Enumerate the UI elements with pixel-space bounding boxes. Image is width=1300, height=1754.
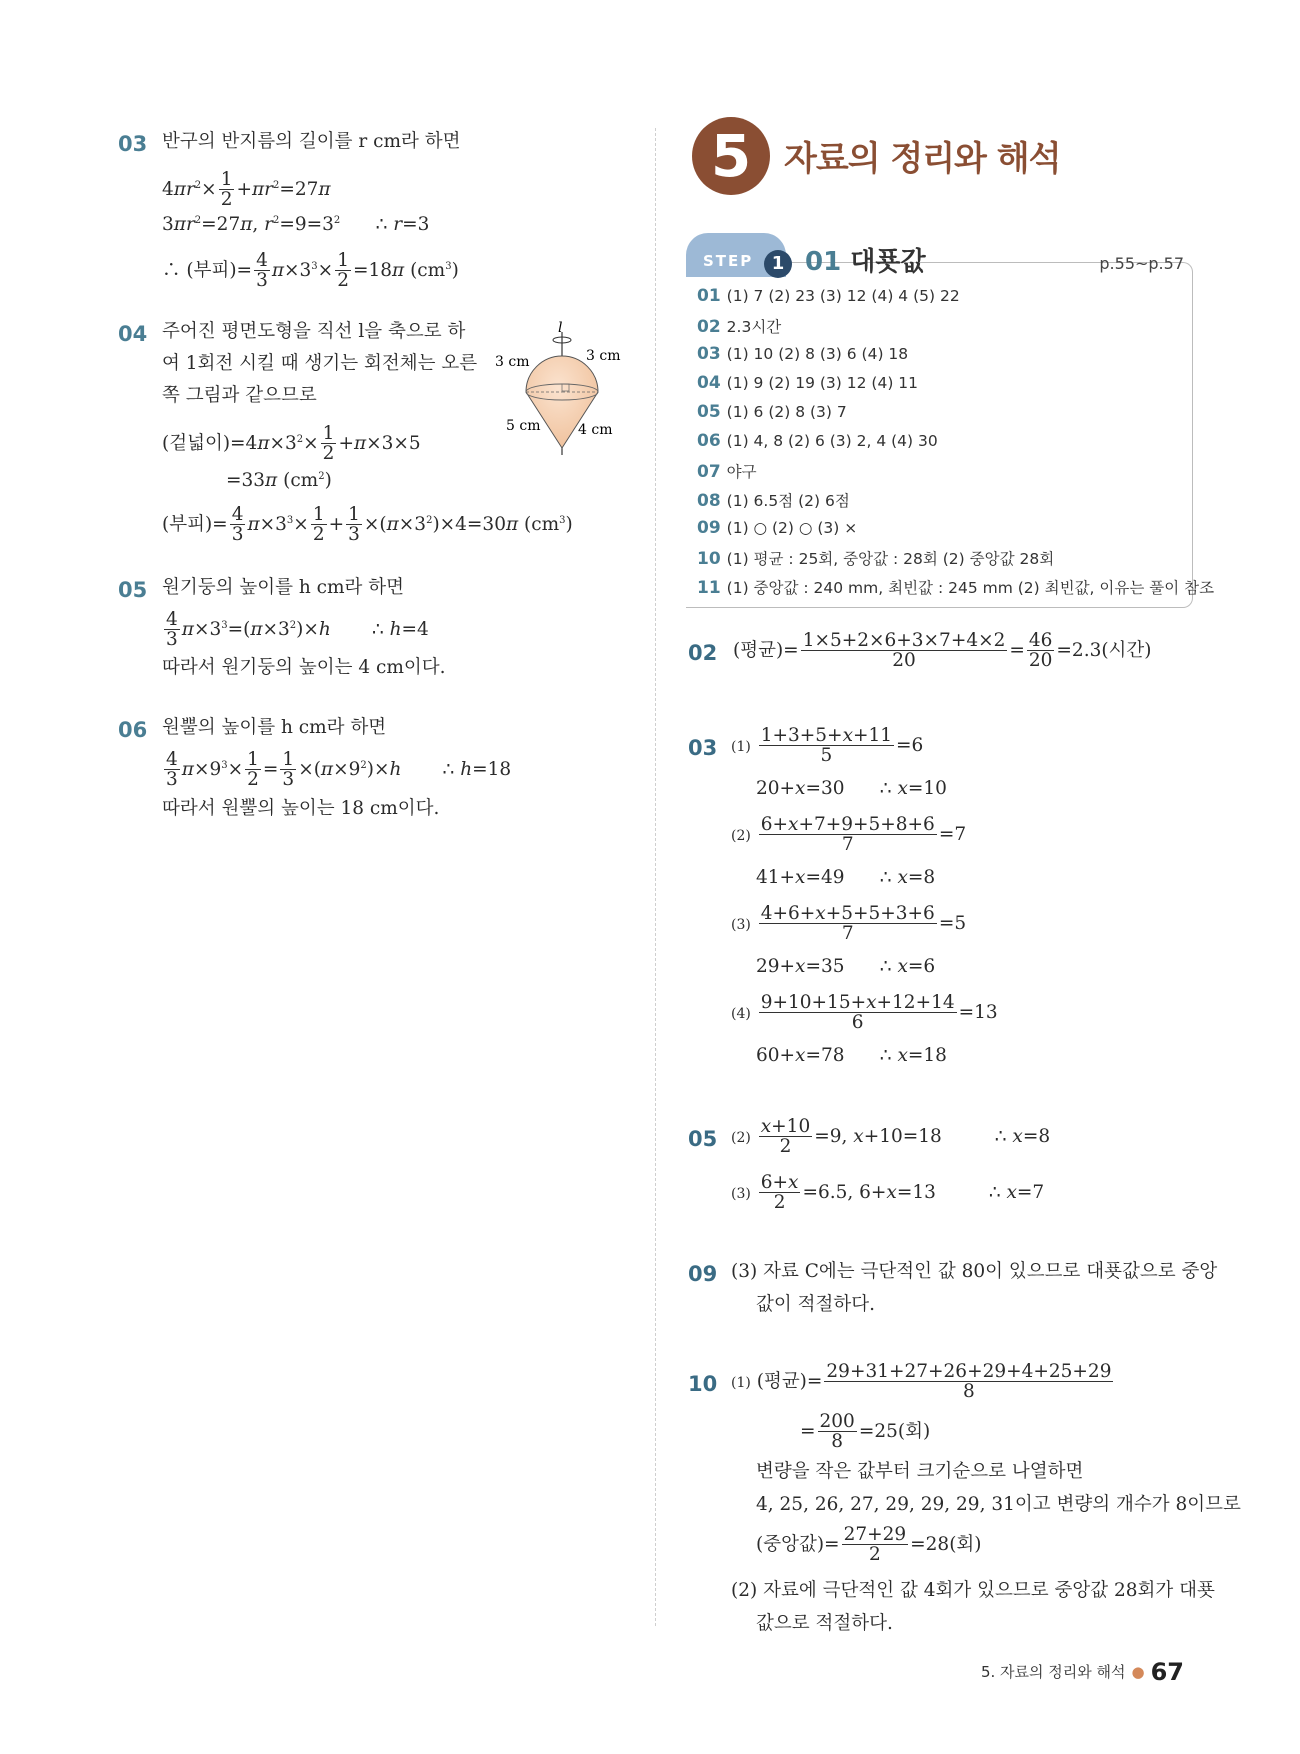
rotation-solid-figure <box>490 320 630 460</box>
answer-text: (1) 4, 8 (2) 6 (3) 2, 4 (4) 30 <box>726 432 938 450</box>
equation: = $\frac{200}{8}$ =25(회) <box>800 1411 931 1453</box>
solution-text: 4, 25, 26, 27, 29, 29, 29, 31이고 변량의 개수가 8이므로 <box>756 1494 1241 1515</box>
solution-text: 반구의 반지름의 길이를 r cm라 하면 <box>162 131 461 152</box>
answer-text: (1) 7 (2) 23 (3) 12 (4) 4 (5) 22 <box>726 287 960 305</box>
answer-number: 11 <box>697 578 721 598</box>
dim-label: 4 cm <box>578 422 613 438</box>
step-number: 1 <box>764 250 792 278</box>
answer-number: 05 <box>697 402 721 422</box>
answer-text: (1) 9 (2) 19 (3) 12 (4) 11 <box>726 374 919 392</box>
answer-row <box>697 402 847 422</box>
answer-text: (1) ○ (2) ○ (3) × <box>726 519 858 537</box>
answer-row <box>697 431 938 451</box>
answer-number: 03 <box>697 344 721 364</box>
problem-number: 04 <box>118 322 148 346</box>
equation: 20+x=30 ∴ x=10 <box>756 778 947 799</box>
answer-row <box>697 315 781 337</box>
solution-text: 따라서 원기둥의 높이는 4 cm이다. <box>162 657 446 678</box>
problem-number: 05 <box>688 1127 718 1151</box>
answer-row <box>697 547 1054 569</box>
chapter-title: 자료의 정리와 해석 <box>784 139 1061 179</box>
equation: (1) $\frac{1+3+5+x+11}{5}$ =6 <box>731 725 924 767</box>
axis-label: l <box>558 320 563 336</box>
equation: (3) $\frac{4+6+x+5+5+3+6}{7}$ =5 <box>731 903 967 945</box>
answer-row <box>697 344 908 364</box>
problem-number: 06 <box>118 718 148 742</box>
answer-row <box>697 373 918 393</box>
equation: (2) $\frac{x+10}{2}$ =9, x+10=18 ∴ x=8 <box>731 1116 1051 1158</box>
equation: (4) $\frac{9+10+15+x+12+14}{6}$ =13 <box>731 992 998 1034</box>
solution-text: 원기둥의 높이를 h cm라 하면 <box>162 577 405 598</box>
answer-row <box>697 286 960 306</box>
equation: (1) (평균)= $\frac{29+31+27+26+29+4+25+29}{8}$ <box>731 1361 1112 1403</box>
page-number: 67 <box>1150 1658 1184 1686</box>
equation: (중앙값)= $\frac{27+29}{2}$ =28(회) <box>756 1524 982 1566</box>
solution-text: 주어진 평면도형을 직선 l을 축으로 하 <box>162 321 466 342</box>
problem-number: 10 <box>688 1372 718 1396</box>
solution-text: 값으로 적절하다. <box>756 1613 893 1634</box>
equation: 60+x=78 ∴ x=18 <box>756 1045 947 1066</box>
equation: $\frac{4}{3}$ $\pi\times 3^3=(\pi\times 3^2)\times h$ ∴ h=4 <box>166 609 429 651</box>
equation: $\frac{4}{3}$ $\pi\times 9^3\times$ $\frac{1}{2}$ = $\frac{1}{3}$ $\times(\pi\times 9^2)\times h$ ∴ h=18 <box>166 749 512 791</box>
equation: $3\pi r^2=27\pi$, $r^2=9=3^2$ ∴ r=3 <box>162 214 430 236</box>
equation: (평균)= $\frac{1\times 5+2\times 6+3\times 7+4\times 2}{20}$ = $\frac{46}{20}$ =2.3(시간) <box>733 630 1152 672</box>
solution-text: 여 1회전 시킬 때 생기는 회전체는 오른 <box>162 353 478 374</box>
equation: (2) $\frac{6+x+7+9+5+8+6}{7}$ =7 <box>731 814 967 856</box>
answer-number: 08 <box>697 491 721 511</box>
page-reference: p.55~p.57 <box>1099 254 1184 273</box>
solution-text: (2) 자료에 극단적인 값 4회가 있으므로 중앙값 28회가 대푯 <box>731 1580 1215 1601</box>
problem-number: 03 <box>118 132 148 156</box>
solution-text: 값이 적절하다. <box>756 1294 875 1315</box>
dim-label: 3 cm <box>586 348 621 364</box>
answer-text: 야구 <box>726 463 757 481</box>
dim-label: 3 cm <box>495 354 530 370</box>
solution-text: 쪽 그림과 같으므로 <box>162 385 317 406</box>
equation: =33π $(cm^2)$ <box>226 470 332 492</box>
chapter-number-badge: 5 <box>692 117 770 195</box>
answer-row <box>697 576 1214 598</box>
equation: (부피)= $\frac{4}{3}$ $\pi\times 3^3\times$ $\frac{1}{2}$ + $\frac{1}{3}$ $\times(\pi\times 3^2)\times 4=30\pi$ $(cm^3)$ <box>162 504 573 546</box>
answer-number: 04 <box>697 373 721 393</box>
answer-number: 01 <box>697 286 721 306</box>
answer-row <box>697 489 850 511</box>
solution-text: 따라서 원뿔의 높이는 18 cm이다. <box>162 798 440 819</box>
answer-number: 06 <box>697 431 721 451</box>
problem-number: 03 <box>688 736 718 760</box>
problem-number: 02 <box>688 641 718 665</box>
equation: 41+x=49 ∴ x=8 <box>756 867 936 888</box>
answer-text: (1) 중앙값 : 240 mm, 최빈값 : 245 mm (2) 최빈값, 이유는 풀이 참조 <box>726 579 1215 597</box>
answer-text: (1) 평균 : 25회, 중앙값 : 28회 (2) 중앙값 28회 <box>726 550 1055 568</box>
answer-number: 10 <box>697 549 721 569</box>
step-label: STEP <box>703 252 754 270</box>
column-divider <box>655 128 656 1626</box>
answer-number: 09 <box>697 518 721 538</box>
answer-text: (1) 10 (2) 8 (3) 6 (4) 18 <box>726 345 909 363</box>
answer-number: 02 <box>697 317 721 337</box>
equation: (3) $\frac{6+x}{2}$ =6.5, 6+x=13 ∴ x=7 <box>731 1172 1045 1214</box>
solution-text: (3) 자료 C에는 극단적인 값 80이 있으므로 대푯값으로 중앙 <box>731 1261 1218 1282</box>
equation: 29+x=35 ∴ x=6 <box>756 956 936 977</box>
solution-text: 변량을 작은 값부터 크기순으로 나열하면 <box>756 1461 1084 1482</box>
answer-text: (1) 6 (2) 8 (3) 7 <box>726 403 847 421</box>
problem-number: 05 <box>118 578 148 602</box>
equation: $4\pi r^2\times$ $\frac{1}{2}$ $+\pi r^2=27\pi$ <box>162 169 331 211</box>
section-title: 01 대푯값 <box>805 247 926 277</box>
problem-number: 09 <box>688 1262 718 1286</box>
answer-number: 07 <box>697 462 721 482</box>
equation: ∴ (부피)= $\frac{4}{3}$ $\pi\times 3^3\times$ $\frac{1}{2}$ =18π $(cm^3)$ <box>162 250 459 292</box>
equation: (겉넓이)$=4\pi\times 3^2\times$ $\frac{1}{2}$ +π×3×5 <box>162 423 421 465</box>
dim-label: 5 cm <box>506 418 541 434</box>
solution-text: 원뿔의 높이를 h cm라 하면 <box>162 717 387 738</box>
answer-text: (1) 6.5점 (2) 6점 <box>726 492 850 510</box>
answer-text: 2.3시간 <box>726 318 782 336</box>
answer-row <box>697 460 757 482</box>
answer-row <box>697 518 857 538</box>
page-footer: 5. 자료의 정리와 해석 ● 67 <box>980 1658 1184 1686</box>
